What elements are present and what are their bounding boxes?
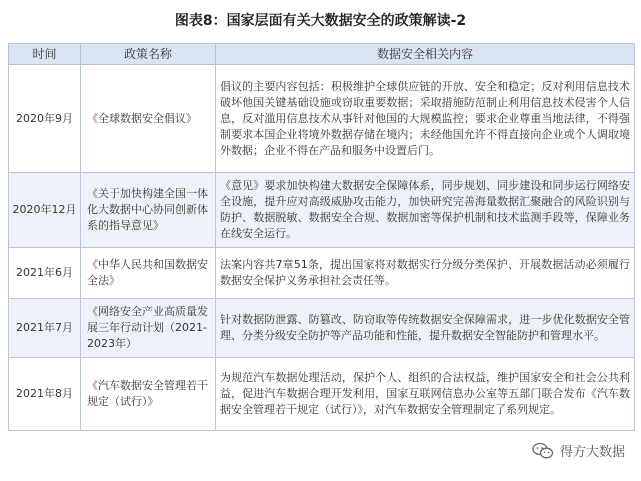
cell-policy-name: 《中华人民共和国数据安全法》 [81, 248, 216, 299]
table-header-row [9, 44, 635, 65]
page-title: 图表8：国家层面有关大数据安全的政策解读-2 [174, 13, 467, 29]
cell-time: 2021年6月 [9, 248, 81, 299]
cell-time: 2021年8月 [9, 358, 81, 431]
cell-content: 倡议的主要内容包括：积极维护全球供应链的开放、安全和稳定；反对利用信息技术破坏他国关键基础设施或窃取重要数据；采取措施防范制止利用信息技术侵害个人信息，反对滥用信息技术从事针对他国的大规模监控；要求企业尊重当地法律，不得强制要求本国企业将境外数据存储在境内；未经他国允许不得直接向企业或个人调取境外数据；企业不得在产品和服务中设置后门。 [216, 65, 635, 173]
cell-policy-name: 《全球数据安全倡议》 [81, 65, 216, 173]
cell-policy-name: 《网络安全产业高质量发展三年行动计划（2021-2023年） [81, 299, 216, 358]
header-policy-name: 政策名称 [81, 44, 216, 65]
table-row [9, 173, 635, 248]
table-row [9, 299, 635, 358]
policy-table [8, 43, 635, 431]
watermark-text: 得方大数据 [559, 445, 625, 460]
cell-policy-name: 《关于加快构建全国一体化大数据中心协同创新体系的指导意见》 [81, 173, 216, 248]
cell-time: 2021年7月 [9, 299, 81, 358]
cell-content: 为规范汽车数据处理活动，保护个人、组织的合法权益，维护国家安全和社会公共利益，促进汽车数据合理开发利用，国家互联网信息办公室等五部门联合发布《汽车数据安全管理若干规定（试行）》，对汽车数据安全管理制定了系列规定。 [216, 358, 635, 431]
watermark [532, 441, 625, 460]
table-row [9, 65, 635, 173]
table-row [9, 248, 635, 299]
cell-time: 2020年9月 [9, 65, 81, 173]
wechat-icon [532, 442, 554, 460]
header-content: 数据安全相关内容 [216, 44, 635, 65]
cell-content: 《意见》要求加快构建大数据安全保障体系，同步规划、同步建设和同步运行网络安全设施，提升应对高级威胁攻击能力，加快研究完善海量数据汇聚融合的风险识别与防护、数据脱敏、数据安全合规、数据加密等保护机制和技术监测手段等，保障业务在线安全运行。 [216, 173, 635, 248]
cell-time: 2020年12月 [9, 173, 81, 248]
cell-content: 法案内容共7章51条，提出国家将对数据实行分级分类保护、开展数据活动必须履行数据安全保护义务承担社会责任等。 [216, 248, 635, 299]
cell-content: 针对数据防泄露、防篡改、防窃取等传统数据安全保障需求，进一步优化数据安全管理、分类分级安全防护等产品功能和性能，提升数据安全智能防护和管理水平。 [216, 299, 635, 358]
header-time: 时间 [9, 44, 81, 65]
cell-policy-name: 《汽车数据安全管理若干规定（试行）》 [81, 358, 216, 431]
table-row [9, 358, 635, 431]
